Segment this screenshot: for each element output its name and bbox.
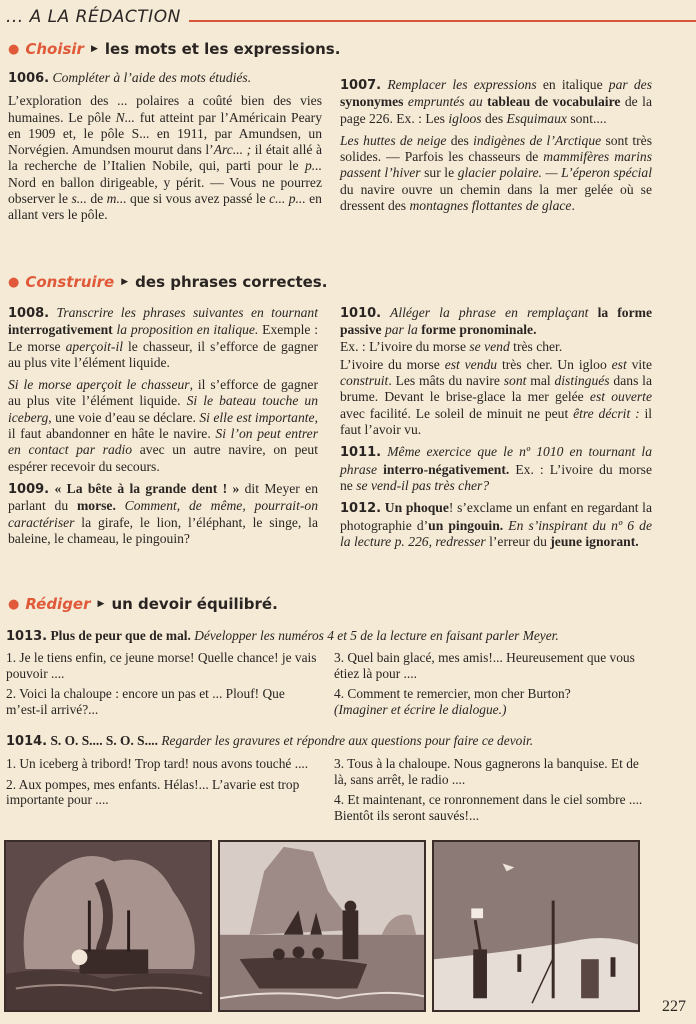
list-item: 1. Un iceberg à tribord! Trop tard! nous avons touché .... — [6, 756, 309, 771]
exercise-1007 — [340, 77, 652, 220]
bullet-icon: ● — [8, 41, 20, 57]
exercise-1008-text: Si le morse aperçoit le chasseur, il s’efforce de gagner au plus vite l’élément liquide. Si le bateau touche un iceberg, une voie d’eau se déclare. Si elle est importante, il faut abandonner en hâte le navire. Si l’on peut entrer en contact par radio avec un autre navire, on peut espérer recevoir du secours. — [8, 377, 318, 474]
illustrations-strip — [4, 840, 640, 1012]
exercise-1007-text: Les huttes de neige des indigènes de l’Arctique sont très solides. — Parfois les chasseurs de mammifères marins passent l’hiver sur le glacier polaire. — L’éperon spécial du navire ouvre un chemin dans la mer gelée où se dressent des montagnes flottantes de glace. — [340, 132, 652, 214]
section-subtitle: des phrases correctes. — [135, 273, 328, 291]
exercise-1010-example: Ex. : L’ivoire du morse se vend très cher. — [340, 338, 563, 354]
page-header-title: ... A LA RÉDACTION — [6, 7, 181, 27]
exercise-1010-text: L’ivoire du morse est vendu très cher. Un igloo est vite construit. Les mâts du navire sont mal distingués dans la brume. Devant le brise-glace la mer gelée est ouverte avec facilité. Le soleil de minuit ne peut être décrit : il faut l’avoir vu. — [340, 356, 652, 438]
exercise-1013-instruction: 1013. Plus de peur que de mal. Développer les numéros 4 et 5 de la lecture en faisant parler Meyer. — [6, 628, 559, 644]
exercise-1007-instruction: 1007. Remplacer les expressions en italique par des synonymes empruntés au tableau de vocabulaire de la page 226. Ex. : Les igloos des Esquimaux sont.... — [340, 77, 652, 126]
section-keyword: Choisir — [25, 40, 84, 58]
list-item: 1. Je le tiens enfin, ce jeune morse! Quelle chance! je vais pouvoir .... — [6, 650, 317, 681]
arrow-right-icon: ▶ — [90, 44, 98, 54]
exercise-1014-items — [6, 756, 646, 828]
exercise-1006-text: L’exploration des ... polaires a coûté bien des vies humaines. Le pôle N... fut atteint par l’Américain Peary en 1909 et, le pôle S... en 1911, par Amundsen, un Norvégien. Amundsen mourut dans l’Arc... ; il était allé à la recherche de l’Italien Nobile, qui, parti pour le p... Nord en ballon dirigeable, y périt. — Vous ne pourrez observer le s... de m... que si vous avez passé le c... p... en allant vers le pôle. — [8, 93, 323, 223]
bullet-icon: ● — [8, 596, 20, 612]
list-item: 4. Comment te remercier, mon cher Burton? — [334, 686, 571, 701]
exercise-1008-instruction: 1008. Transcrire les phrases suivantes en tournant interrogativement la proposition en italique. Exemple : Le morse aperçoit-il le chasseur, il s’efforce de gagner au plus vite l’élément liquide. — [8, 305, 319, 370]
list-item: 2. Voici la chaloupe : encore un pas et ... Plouf! Que m’est-il arrivé?... — [6, 686, 285, 717]
list-item: 3. Quel bain glacé, mes amis!... Heureusement que vous étiez là pour .... — [334, 650, 635, 681]
section-subtitle: les mots et les expressions. — [104, 40, 341, 58]
exercise-1014-instruction: 1014. S. O. S.... S. O. S.... Regarder les gravures et répondre aux questions pour faire ce devoir. — [6, 733, 534, 749]
exercise-1009: 1009. « La bête à la grande dent ! » dit Meyer en parlant du morse. Comment, de même, pourrait-on caractériser la girafe, le lion, l’éléphant, le singe, la baleine, le chameau, le pingouin? — [8, 480, 318, 546]
list-item: 4. Et maintenant, ce ronronnement dans le ciel sombre .... Bientôt ils seront sauvés!... — [334, 792, 643, 823]
exercise-1010 — [340, 305, 652, 556]
bullet-icon: ● — [8, 274, 20, 290]
illustration-survivors-signaling-plane — [432, 840, 640, 1012]
section-construire — [8, 271, 327, 293]
header-rule — [189, 20, 696, 22]
list-item: 2. Aux pompes, mes enfants. Hélas!... L’avarie est trop importante pour .... — [6, 776, 300, 807]
exercise-1006-instruction: 1006. Compléter à l’aide des mots étudiés. — [8, 70, 252, 86]
arrow-right-icon: ▶ — [121, 277, 129, 287]
exercise-1011: 1011. Même exercice que le nº 1010 en tournant la phrase interro-négativement. Ex. : L’ivoire du morse ne se vend-il pas très cher? — [340, 444, 653, 493]
list-item: 3. Tous à la chaloupe. Nous gagnerons la banquise. Et de là, sans arrêt, le radio .... — [334, 756, 639, 787]
exercise-1008 — [8, 305, 318, 553]
page-number: 227 — [662, 998, 686, 1015]
illustration-ship-hits-iceberg — [4, 840, 212, 1012]
exercise-1013-note: (Imaginer et écrire le dialogue.) — [334, 701, 507, 717]
exercise-1012: 1012. Un phoque! s’exclame un enfant en regardant la photographie d’un pingouin. En s’inspirant du nº 6 de la lecture p. 226, redresser l’erreur du jeune ignorant. — [340, 500, 653, 549]
arrow-right-icon: ▶ — [97, 599, 105, 609]
exercise-1010-instruction: 1010. Alléger la phrase en remplaçant la forme passive par la forme pronominale. — [340, 305, 652, 338]
exercise-1006 — [8, 70, 322, 230]
exercise-1013-items — [6, 650, 646, 722]
section-keyword: Construire — [25, 273, 115, 291]
illustration-lifeboat-leaving-sinking-ship — [218, 840, 426, 1012]
section-rediger — [8, 593, 278, 615]
section-choisir — [8, 38, 340, 60]
section-keyword: Rédiger — [25, 595, 91, 613]
page-header — [6, 4, 696, 30]
section-subtitle: un devoir équilibré. — [111, 595, 278, 613]
